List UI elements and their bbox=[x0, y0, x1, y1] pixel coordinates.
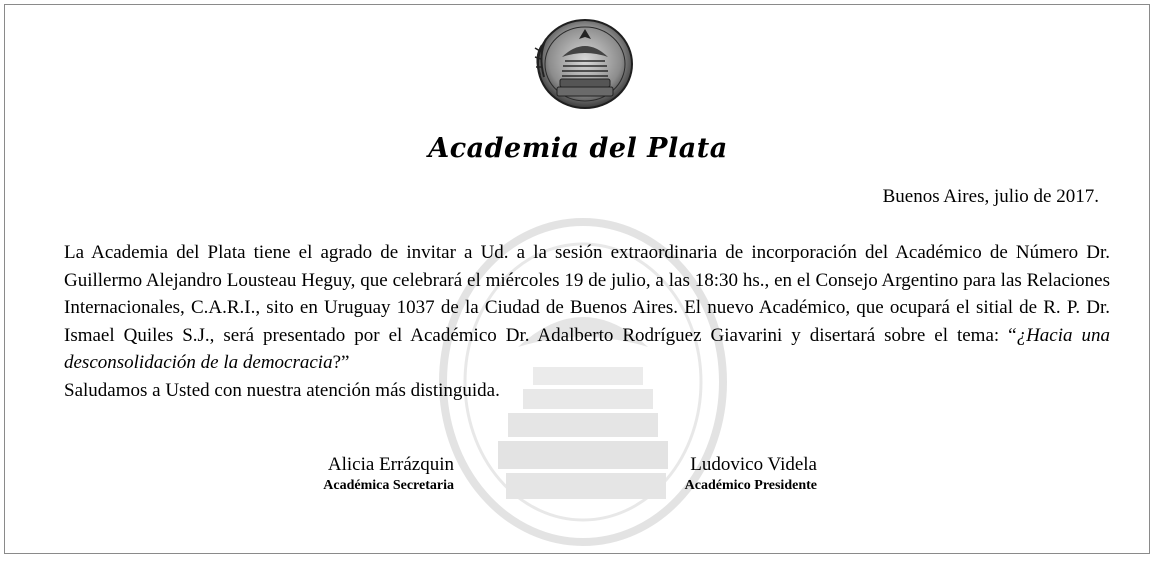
signature-secretaria bbox=[323, 454, 454, 496]
closing-line: Saludamos a Usted con nuestra atención más distinguida. bbox=[64, 379, 500, 401]
paragraph-text: La Academia del Plata tiene el agrado de invitar a Ud. a la sesión extraordinaria de incorporación del Académico de Número Dr. Guillermo Alejandro Lousteau Heguy, que celebrará el miércoles 19 de julio, a las 18:30 hs., en el Consejo Argentino para las Relaciones Internacionales, C.A.R.I., sito en Uruguay 1037 de la Ciudad de Buenos Aires. El nuevo Académico, que ocupará el sitial de R. P. Dr. Ismael Quiles S.J., será presentado por el Académico Dr. Adalberto Rodríguez Giavarini y disertará sobre el tema: “ bbox=[64, 242, 1110, 346]
signatory-role: Académico Presidente bbox=[684, 478, 817, 493]
signature-presidente bbox=[685, 454, 817, 496]
invitation-card bbox=[4, 4, 1150, 554]
lecture-title: ¿Hacia una desconsolidación de la democracia bbox=[64, 324, 1110, 373]
invitation-paragraph bbox=[64, 239, 1110, 377]
academia-del-plata-seal-icon bbox=[532, 15, 636, 111]
signatory-name: Alicia Errázquin bbox=[327, 454, 454, 475]
signatory-name: Ludovico Videla bbox=[690, 454, 817, 475]
date-line: Buenos Aires, julio de 2017. bbox=[882, 186, 1099, 207]
letterhead-title: Academia del Plata bbox=[428, 133, 728, 164]
invitation-body bbox=[64, 239, 1110, 404]
signatory-role: Académica Secretaria bbox=[323, 478, 454, 493]
paragraph-end: ?” bbox=[332, 352, 350, 373]
